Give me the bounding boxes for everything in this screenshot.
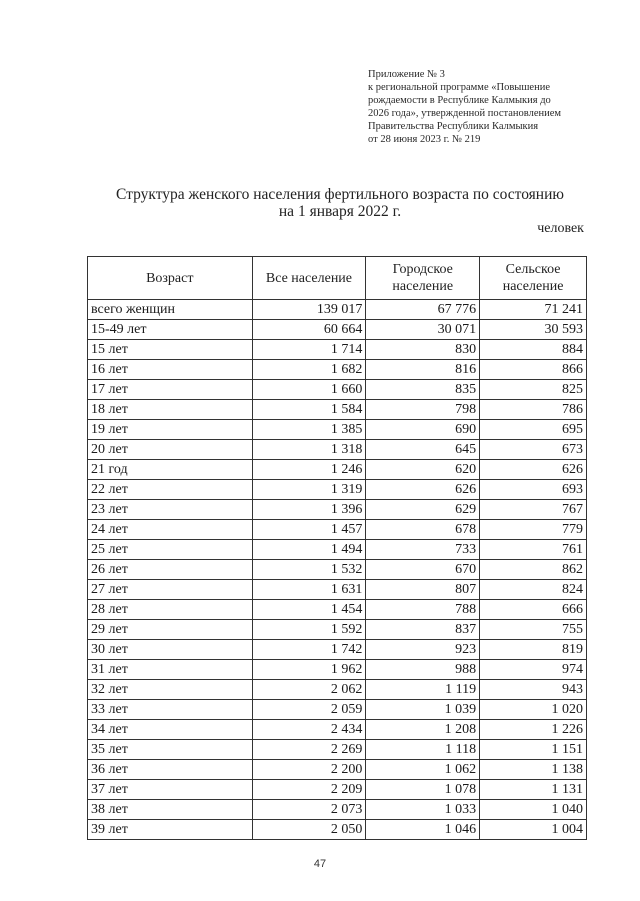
appendix-note [368, 68, 608, 146]
age-cell: 23 лет [88, 500, 253, 520]
header-rural: Сельское население [480, 257, 587, 300]
rural-cell: 755 [480, 620, 587, 640]
age-cell: 27 лет [88, 580, 253, 600]
page-number: 47 [313, 858, 327, 870]
rural-cell: 819 [480, 640, 587, 660]
table-row [88, 300, 587, 320]
age-cell: 26 лет [88, 560, 253, 580]
age-cell: 29 лет [88, 620, 253, 640]
age-cell: 20 лет [88, 440, 253, 460]
table-row [88, 500, 587, 520]
urban-cell: 816 [366, 360, 480, 380]
rural-cell: 943 [480, 680, 587, 700]
urban-cell: 1 119 [366, 680, 480, 700]
title-line-1: Структура женского населения фертильного возраста по состоянию [116, 186, 564, 203]
total-cell: 1 631 [252, 580, 366, 600]
rural-cell: 1 040 [480, 800, 587, 820]
urban-cell: 30 071 [366, 320, 480, 340]
table-row [88, 700, 587, 720]
rural-cell: 666 [480, 600, 587, 620]
age-cell: 17 лет [88, 380, 253, 400]
table-row [88, 420, 587, 440]
urban-cell: 837 [366, 620, 480, 640]
age-cell: 25 лет [88, 540, 253, 560]
total-cell: 1 385 [252, 420, 366, 440]
rural-cell: 1 226 [480, 720, 587, 740]
age-cell: 36 лет [88, 760, 253, 780]
appendix-line: к региональной программе «Повышение [368, 82, 550, 93]
urban-cell: 988 [366, 660, 480, 680]
rural-cell: 71 241 [480, 300, 587, 320]
urban-cell: 798 [366, 400, 480, 420]
table-row [88, 680, 587, 700]
total-cell: 2 209 [252, 780, 366, 800]
age-cell: 34 лет [88, 720, 253, 740]
urban-cell: 1 033 [366, 800, 480, 820]
total-cell: 1 584 [252, 400, 366, 420]
rural-cell: 673 [480, 440, 587, 460]
total-cell: 1 246 [252, 460, 366, 480]
total-cell: 1 532 [252, 560, 366, 580]
urban-cell: 733 [366, 540, 480, 560]
age-cell: 38 лет [88, 800, 253, 820]
urban-cell: 807 [366, 580, 480, 600]
rural-cell: 862 [480, 560, 587, 580]
table-row [88, 340, 587, 360]
table-row [88, 740, 587, 760]
table-row [88, 620, 587, 640]
urban-cell: 645 [366, 440, 480, 460]
age-cell: 35 лет [88, 740, 253, 760]
age-cell: 16 лет [88, 360, 253, 380]
appendix-line: Правительства Республики Калмыкия [368, 121, 539, 132]
age-cell: 37 лет [88, 780, 253, 800]
total-cell: 2 062 [252, 680, 366, 700]
age-cell: 18 лет [88, 400, 253, 420]
table-row [88, 380, 587, 400]
table-row [88, 660, 587, 680]
urban-cell: 626 [366, 480, 480, 500]
unit-label: человек [537, 221, 584, 236]
age-cell: 32 лет [88, 680, 253, 700]
age-cell: 21 год [88, 460, 253, 480]
total-cell: 2 059 [252, 700, 366, 720]
table-row [88, 760, 587, 780]
total-cell: 1 742 [252, 640, 366, 660]
table-row [88, 540, 587, 560]
total-cell: 60 664 [252, 320, 366, 340]
urban-cell: 1 118 [366, 740, 480, 760]
table-row [88, 320, 587, 340]
total-cell: 2 269 [252, 740, 366, 760]
total-cell: 1 457 [252, 520, 366, 540]
total-cell: 1 454 [252, 600, 366, 620]
age-cell: 28 лет [88, 600, 253, 620]
table-header-row [88, 257, 587, 300]
urban-cell: 690 [366, 420, 480, 440]
rural-cell: 1 004 [480, 820, 587, 840]
rural-cell: 884 [480, 340, 587, 360]
rural-cell: 626 [480, 460, 587, 480]
table-row [88, 460, 587, 480]
table-row [88, 400, 587, 420]
age-cell: 39 лет [88, 820, 253, 840]
urban-cell: 1 046 [366, 820, 480, 840]
table-row [88, 600, 587, 620]
table-row [88, 520, 587, 540]
rural-cell: 824 [480, 580, 587, 600]
age-cell: 15 лет [88, 340, 253, 360]
urban-cell: 788 [366, 600, 480, 620]
appendix-line: от 28 июня 2023 г. № 219 [368, 134, 481, 145]
total-cell: 1 318 [252, 440, 366, 460]
table-row [88, 360, 587, 380]
table-body [88, 300, 587, 840]
total-cell: 2 073 [252, 800, 366, 820]
total-cell: 1 962 [252, 660, 366, 680]
age-cell: 15-49 лет [88, 320, 253, 340]
rural-cell: 866 [480, 360, 587, 380]
urban-cell: 629 [366, 500, 480, 520]
rural-cell: 1 138 [480, 760, 587, 780]
age-cell: 24 лет [88, 520, 253, 540]
urban-cell: 67 776 [366, 300, 480, 320]
rural-cell: 1 151 [480, 740, 587, 760]
rural-cell: 974 [480, 660, 587, 680]
total-cell: 2 050 [252, 820, 366, 840]
rural-cell: 779 [480, 520, 587, 540]
urban-cell: 1 208 [366, 720, 480, 740]
appendix-line: 2026 года», утвержденной постановлением [368, 108, 562, 119]
age-cell: 31 лет [88, 660, 253, 680]
header-age: Возраст [88, 257, 253, 300]
total-cell: 2 200 [252, 760, 366, 780]
age-cell: 19 лет [88, 420, 253, 440]
rural-cell: 1 020 [480, 700, 587, 720]
rural-cell: 786 [480, 400, 587, 420]
table-row [88, 560, 587, 580]
age-cell: 22 лет [88, 480, 253, 500]
total-cell: 2 434 [252, 720, 366, 740]
urban-cell: 923 [366, 640, 480, 660]
rural-cell: 30 593 [480, 320, 587, 340]
header-urban: Городское население [366, 257, 480, 300]
total-cell: 1 494 [252, 540, 366, 560]
total-cell: 1 714 [252, 340, 366, 360]
age-cell: всего женщин [88, 300, 253, 320]
rural-cell: 761 [480, 540, 587, 560]
document-title [60, 186, 620, 220]
appendix-line: Приложение № 3 [368, 69, 445, 80]
age-cell: 33 лет [88, 700, 253, 720]
rural-cell: 695 [480, 420, 587, 440]
appendix-line: рождаемости в Республике Калмыкия до [368, 95, 551, 106]
rural-cell: 767 [480, 500, 587, 520]
rural-cell: 693 [480, 480, 587, 500]
total-cell: 1 592 [252, 620, 366, 640]
table-row [88, 640, 587, 660]
table-row [88, 580, 587, 600]
urban-cell: 678 [366, 520, 480, 540]
table-row [88, 820, 587, 840]
urban-cell: 1 039 [366, 700, 480, 720]
age-cell: 30 лет [88, 640, 253, 660]
urban-cell: 1 078 [366, 780, 480, 800]
table-row [88, 800, 587, 820]
total-cell: 1 319 [252, 480, 366, 500]
header-total: Все население [252, 257, 366, 300]
urban-cell: 830 [366, 340, 480, 360]
total-cell: 1 660 [252, 380, 366, 400]
total-cell: 1 396 [252, 500, 366, 520]
urban-cell: 835 [366, 380, 480, 400]
total-cell: 1 682 [252, 360, 366, 380]
urban-cell: 1 062 [366, 760, 480, 780]
population-table [87, 256, 587, 840]
table-row [88, 780, 587, 800]
rural-cell: 825 [480, 380, 587, 400]
urban-cell: 620 [366, 460, 480, 480]
rural-cell: 1 131 [480, 780, 587, 800]
table-row [88, 720, 587, 740]
table-row [88, 440, 587, 460]
total-cell: 139 017 [252, 300, 366, 320]
title-line-2: на 1 января 2022 г. [278, 203, 402, 220]
urban-cell: 670 [366, 560, 480, 580]
table-row [88, 480, 587, 500]
